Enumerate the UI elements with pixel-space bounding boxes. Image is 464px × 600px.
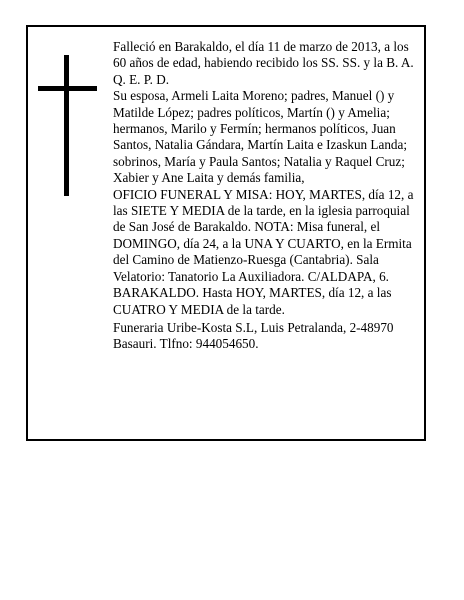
notice-text [113, 39, 419, 353]
funeral-home-info: Funeraria Uribe-Kosta S.L, Luis Petralanda, 2-48970 Basauri. Tlfno: 944054650. [113, 319, 394, 352]
rip-line: Q. E. P. D. [113, 71, 170, 87]
funeral-services: OFICIO FUNERAL Y MISA: HOY, MARTES, día 12, a las SIETE Y MEDIA de la tarde, en la iglesia parroquial de San José de Barakaldo. NOTA: Misa funeral, el DOMINGO, día 24, a la UNA Y CUARTO, en la Ermita del Camino de Matienzo-Ruesga (Cantabria). Sala Velatorio: Tanatorio La Auxiliadora. C/ALDAPA, 6. BARAKALDO. Hasta HOY, MARTES, día 12, a las CUATRO Y MEDIA de la tarde. [113, 186, 414, 317]
death-announcement: Falleció en Barakaldo, el día 11 de marzo de 2013, a los 60 años de edad, habiendo recibido los SS. SS. y la B. A. [113, 39, 414, 71]
family-list: Su esposa, Armeli Laita Moreno; padres, Manuel () y Matilde López; padres políticos, Martín () y Amelia; hermanos, Marilo y Fermín; hermanos políticos, Juan Santos, Natalia Gándara, Martín Laita e Izaskun Landa; sobrinos, María y Paula Santos; Natalia y Raquel Cruz; Xabier y Ane Laita y demás familia, [113, 88, 408, 186]
cross-icon [64, 55, 69, 196]
cross-icon-crossbar [38, 86, 97, 91]
